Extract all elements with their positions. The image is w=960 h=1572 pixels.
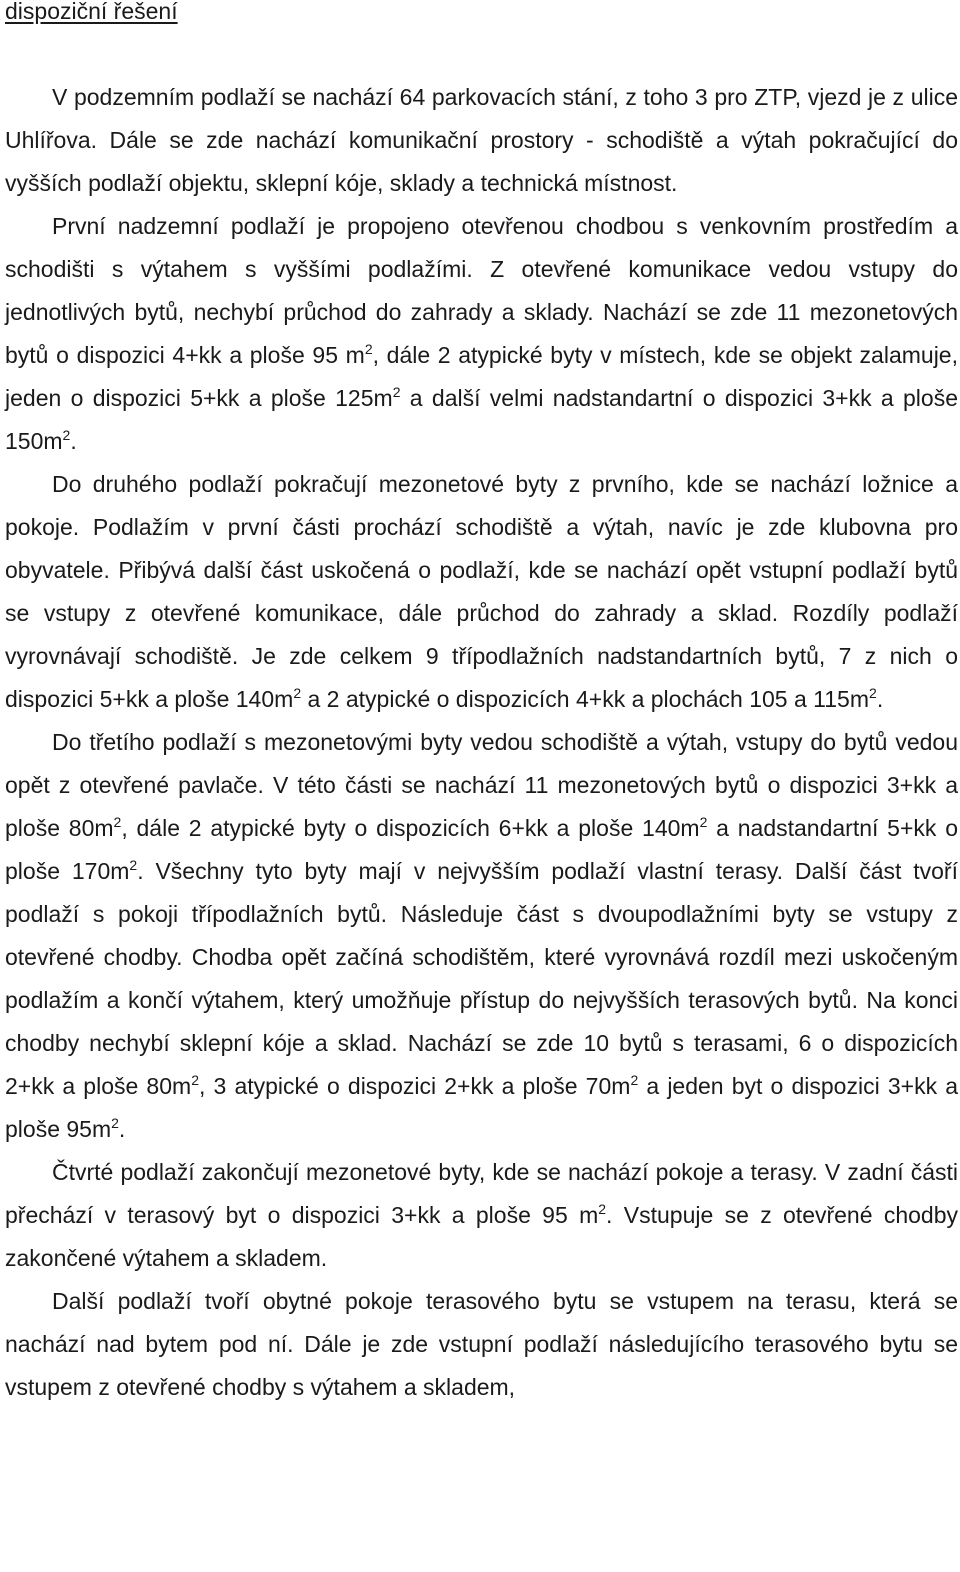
superscript-exponent: 2 bbox=[869, 685, 877, 701]
document-page bbox=[5, 0, 958, 1409]
paragraph-third-floor: Do třetího podlaží s mezonetovými byty vedou schodiště a výtah, vstupy do bytů vedou opět z otevřené pavlače. V této části se nachází 11 mezonetových bytů o dispozici 3+kk a ploše $80m^2$, dále 2 atypické byty o dispozicích 6+kk a ploše $140m^2$ a nadstandartní 5+kk o ploše $170m^2$. Všechny tyto byty mají v nejvyšším podlaží vlastní terasy. Další část tvoří podlaží s pokoji třípodlažních bytů. Následuje část s dvoupodlažními byty se vstupy z otevřené chodby. Chodba opět začíná schodištěm, které vyrovnává rozdíl mezi uskočeným podlažím a končí výtahem, který umožňuje přístup do nejvyšších terasových bytů. Na konci chodby nechybí sklepní kóje a sklad. Nachází se zde 10 bytů s terasami, 6 o dispozicích 2+kk a ploše $80m^2$, 3 atypické o dispozici 2+kk a ploše $70m^2$ a jeden byt o dispozici 3+kk a ploše $95m^2$. bbox=[5, 729, 958, 1142]
superscript-exponent: 2 bbox=[293, 685, 302, 701]
superscript-exponent: 2 bbox=[598, 1201, 607, 1217]
section-heading: dispoziční řešení bbox=[5, 0, 178, 24]
superscript-exponent: 2 bbox=[111, 1115, 119, 1131]
superscript-exponent: 2 bbox=[129, 857, 138, 873]
paragraph-first-floor: První nadzemní podlaží je propojeno otevřenou chodbou s venkovním prostředím a schodišti s výtahem s vyššími podlažími. Z otevřené komunikace vedou vstupy do jednotlivých bytů, nechybí průchod do zahrady a sklady. Nachází se zde 11 mezonetových bytů o dispozici 4+kk a ploše 95 $m^2$, dále 2 atypické byty v místech, kde se objekt zalamuje, jeden o dispozici 5+kk a ploše $125m^2$ a další velmi nadstandartní o dispozici 3+kk a ploše $150m^2$. bbox=[5, 213, 958, 454]
superscript-exponent: 2 bbox=[699, 814, 708, 830]
superscript-exponent: 2 bbox=[62, 427, 71, 443]
superscript-exponent: 2 bbox=[630, 1072, 639, 1088]
superscript-exponent: 2 bbox=[191, 1072, 199, 1088]
blank-line bbox=[5, 33, 958, 76]
paragraph-second-floor: Do druhého podlaží pokračují mezonetové byty z prvního, kde se nachází ložnice a pokoje. Podlažím v první části prochází schodiště a výtah, navíc je zde klubovna pro obyvatele. Přibývá další část uskočená o podlaží, kde se nachází opět vstupní podlaží bytů se vstupy z otevřené komunikace, dále průchod do zahrady a sklad. Rozdíly podlaží vyrovnávají schodiště. Je zde celkem 9 třípodlažních nadstandartních bytů, 7 z nich o dispozici 5+kk a ploše $140m^2$ a 2 atypické o dispozicích 4+kk a plochách 105 a $115m^2$. bbox=[5, 471, 958, 712]
superscript-exponent: 2 bbox=[113, 814, 122, 830]
paragraph-fourth-floor: Čtvrté podlaží zakončují mezonetové byty, kde se nachází pokoje a terasy. V zadní části přechází v terasový byt o dispozici 3+kk a ploše 95 $m^2$. Vstupuje se z otevřené chodby zakončené výtahem a skladem. bbox=[5, 1159, 958, 1271]
superscript-exponent: 2 bbox=[364, 341, 373, 357]
superscript-exponent: 2 bbox=[392, 384, 401, 400]
paragraph-next-floor: Další podlaží tvoří obytné pokoje terasového bytu se vstupem na terasu, která se nachází nad bytem pod ní. Dále je zde vstupní podlaží následujícího terasového bytu se vstupem z otevřené chodby s výtahem a skladem, bbox=[5, 1288, 958, 1400]
paragraph-basement: V podzemním podlaží se nachází 64 parkovacích stání, z toho 3 pro ZTP, vjezd je z ulice Uhlířova. Dále se zde nachází komunikační prostory - schodiště a výtah pokračující do vyšších podlaží objektu, sklepní kóje, sklady a technická místnost. bbox=[5, 84, 958, 196]
